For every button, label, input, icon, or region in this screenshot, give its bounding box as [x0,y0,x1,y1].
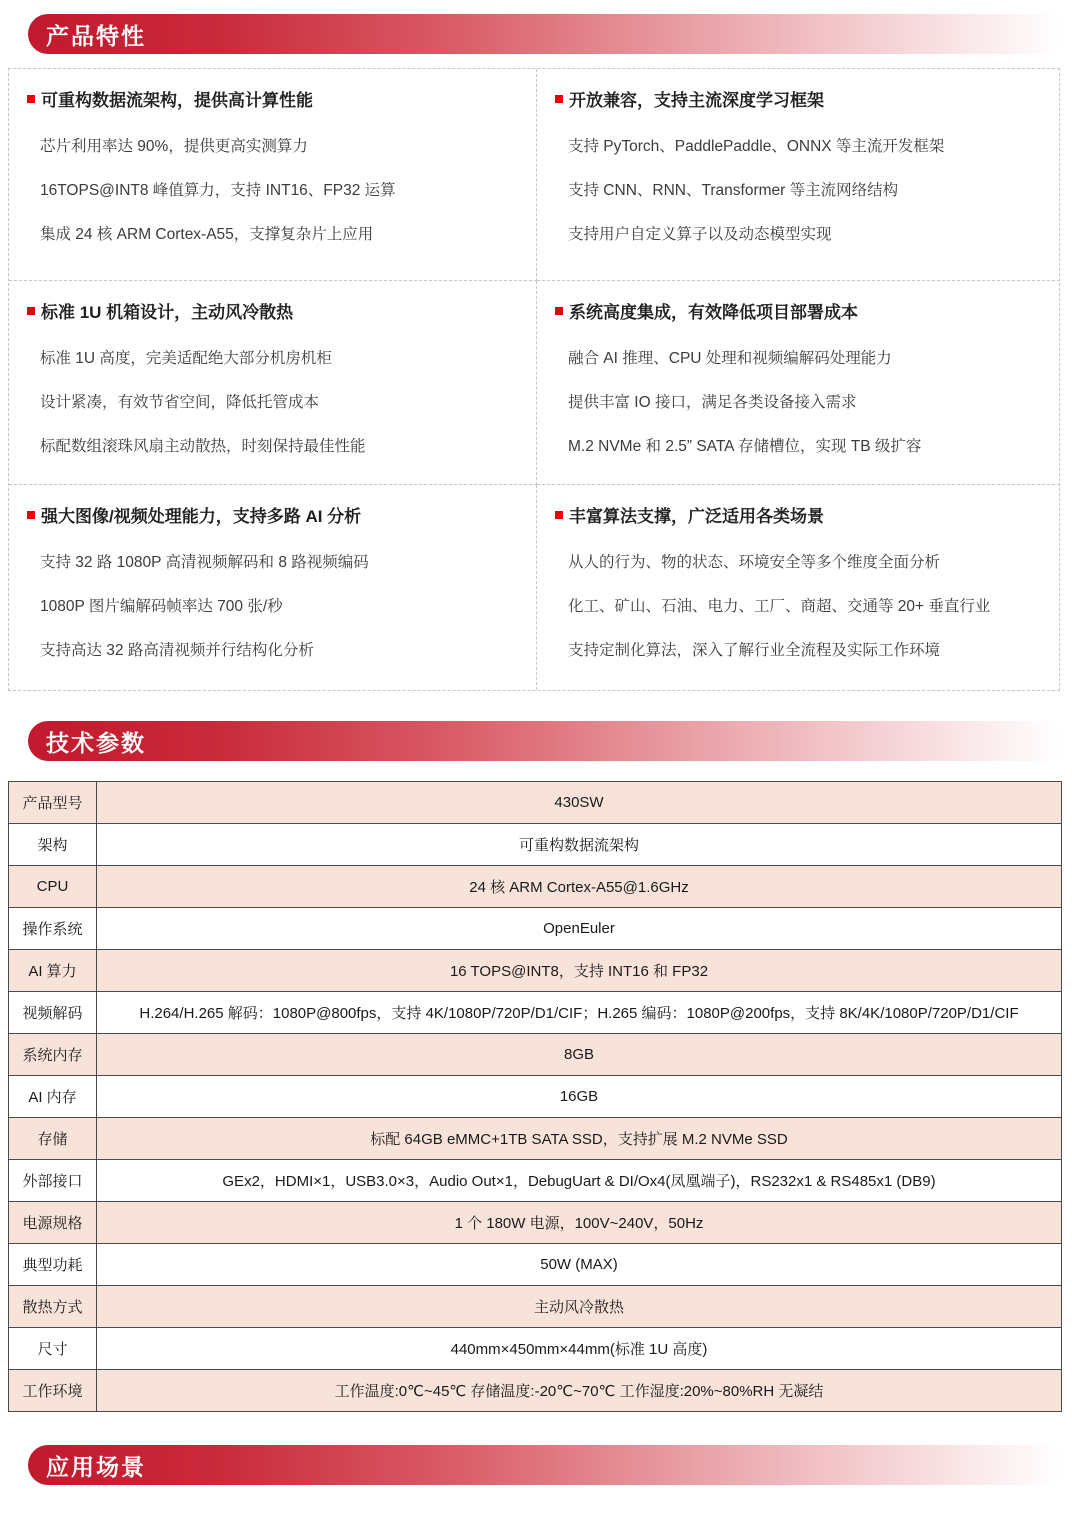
spec-label: AI 内存 [9,1076,97,1118]
table-row [9,1370,1062,1412]
spec-value: 430SW [97,782,1062,824]
feature-point: 融合 AI 推理、CPU 处理和视频编解码处理能力 [568,350,892,367]
spec-value: 工作温度:0℃~45℃ 存储温度:-20℃~70℃ 工作湿度:20%~80%RH 无凝结 [97,1370,1062,1412]
spec-label: CPU [9,866,97,908]
feature-point: 支持 32 路 1080P 高清视频解码和 8 路视频编码 [40,554,369,571]
section-title: 技术参数 [46,729,146,756]
feature-point: 标配数组滚珠风扇主动散热，时刻保持最佳性能 [40,438,366,455]
table-row [9,1034,1062,1076]
spec-value: 24 核 ARM Cortex-A55@1.6GHz [97,866,1062,908]
product-page [0,14,1072,1516]
table-row [9,1202,1062,1244]
section-title: 产品特性 [46,22,146,49]
table-row [9,950,1062,992]
table-row [9,1076,1062,1118]
feature-title [555,502,1050,527]
spec-value: 标配 64GB eMMC+1TB SATA SSD，支持扩展 M.2 NVMe SSD [97,1118,1062,1160]
feature-title [27,86,526,111]
spec-label: AI 算力 [9,950,97,992]
spec-label: 架构 [9,824,97,866]
spec-label: 外部接口 [9,1160,97,1202]
table-row [9,1328,1062,1370]
feature-point: 16TOPS@INT8 峰值算力，支持 INT16、FP32 运算 [40,182,396,199]
feature-point: 提供丰富 IO 接口，满足各类设备接入需求 [568,394,857,411]
spec-label: 尺寸 [9,1328,97,1370]
spec-value: 主动风冷散热 [97,1286,1062,1328]
spec-label: 电源规格 [9,1202,97,1244]
feature-card-video [9,485,537,690]
feature-point: 支持用户自定义算子以及动态模型实现 [568,226,832,243]
spec-table [8,781,1062,1412]
feature-title-text: 丰富算法支撑，广泛适用各类场景 [569,507,824,526]
feature-point: 从人的行为、物的状态、环境安全等多个维度全面分析 [568,554,941,571]
feature-point: 标准 1U 高度，完美适配绝大部分机房机柜 [40,350,332,367]
table-row [9,1160,1062,1202]
feature-point: 支持 PyTorch、PaddlePaddle、ONNX 等主流开发框架 [568,138,945,155]
spec-label: 系统内存 [9,1034,97,1076]
feature-point: 化工、矿山、石油、电力、工厂、商超、交通等 20+ 垂直行业 [568,598,991,615]
bullet-square-icon [555,95,563,103]
feature-point: M.2 NVMe 和 2.5” SATA 存储槽位，实现 TB 级扩容 [568,438,922,455]
feature-card-frameworks [537,69,1060,281]
spec-label: 操作系统 [9,908,97,950]
table-row [9,1118,1062,1160]
feature-title [555,298,1050,323]
bullet-square-icon [555,511,563,519]
feature-point: 支持定制化算法，深入了解行业全流程及实际工作环境 [568,642,941,659]
feature-card-integration [537,281,1060,485]
bullet-square-icon [27,95,35,103]
table-row [9,782,1062,824]
spec-label: 产品型号 [9,782,97,824]
feature-point: 支持高达 32 路高清视频并行结构化分析 [40,642,314,659]
feature-title [27,298,526,323]
feature-point: 设计紧凑，有效节省空间，降低托管成本 [40,394,320,411]
feature-card-dataflow [9,69,537,281]
bullet-square-icon [27,511,35,519]
spec-label: 视频解码 [9,992,97,1034]
table-row [9,824,1062,866]
spec-value: OpenEuler [97,908,1062,950]
section-title: 应用场景 [46,1453,146,1480]
table-row [9,866,1062,908]
section-header-specs [28,721,1072,761]
spec-value: 16GB [97,1076,1062,1118]
feature-title [555,86,1050,111]
feature-point: 芯片利用率达 90%，提供更高实测算力 [40,138,308,155]
spec-label: 存储 [9,1118,97,1160]
table-row [9,1286,1062,1328]
feature-title-text: 开放兼容，支持主流深度学习框架 [569,91,824,110]
spec-value: 50W (MAX) [97,1244,1062,1286]
feature-card-chassis [9,281,537,485]
table-row [9,992,1062,1034]
table-row [9,908,1062,950]
feature-title-text: 系统高度集成，有效降低项目部署成本 [569,303,858,322]
spec-label: 典型功耗 [9,1244,97,1286]
feature-title-text: 强大图像/视频处理能力，支持多路 AI 分析 [41,507,362,526]
spec-label: 工作环境 [9,1370,97,1412]
spec-value: 可重构数据流架构 [97,824,1062,866]
spec-value: H.264/H.265 解码：1080P@800fps，支持 4K/1080P/720P/D1/CIF；H.265 编码：1080P@200fps，支持 8K/4K/1080P/720P/D1/CIF [97,992,1062,1034]
feature-card-algorithms [537,485,1060,690]
table-row [9,1244,1062,1286]
feature-grid [8,68,1060,691]
spec-value: 440mm×450mm×44mm(标准 1U 高度) [97,1328,1062,1370]
spec-label: 散热方式 [9,1286,97,1328]
spec-value: 8GB [97,1034,1062,1076]
spec-value: 1 个 180W 电源，100V~240V，50Hz [97,1202,1062,1244]
feature-point: 1080P 图片编解码帧率达 700 张/秒 [40,598,283,615]
feature-point: 支持 CNN、RNN、Transformer 等主流网络结构 [568,182,899,199]
section-header-scenarios [28,1445,1072,1485]
feature-point: 集成 24 核 ARM Cortex-A55，支撑复杂片上应用 [40,226,374,243]
feature-title-text: 可重构数据流架构，提供高计算性能 [41,91,313,110]
spec-value: GEx2，HDMI×1，USB3.0×3，Audio Out×1，DebugUart & DI/Ox4(凤凰端子)，RS232x1 & RS485x1 (DB9) [97,1160,1062,1202]
feature-title-text: 标准 1U 机箱设计，主动风冷散热 [41,303,294,322]
bullet-square-icon [555,307,563,315]
feature-title [27,502,526,527]
bullet-square-icon [27,307,35,315]
spec-value: 16 TOPS@INT8，支持 INT16 和 FP32 [97,950,1062,992]
section-header-features [28,14,1072,54]
